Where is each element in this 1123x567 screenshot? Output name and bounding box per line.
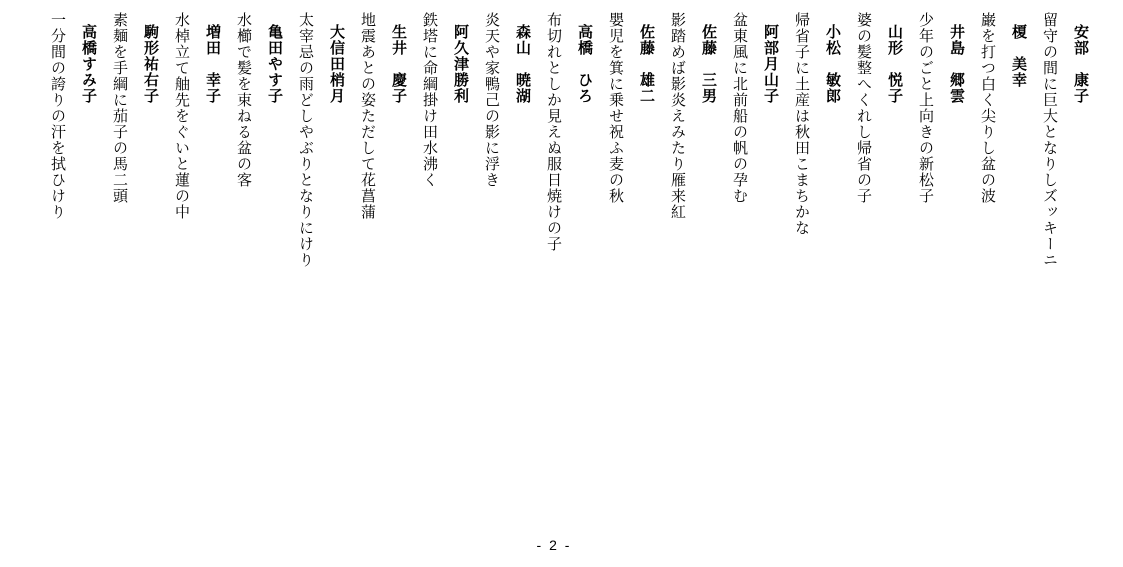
poet-name: 駒形祐右子 [142,24,160,104]
haiku-text: 炎天や家鴨己の影に浮き [483,12,501,188]
haiku-entry [110,12,161,204]
poet-name: 増田 幸子 [204,24,222,104]
haiku-entry [544,12,595,252]
poet-name: 佐藤 雄二 [638,24,656,104]
poet-name: 小松 敏郎 [824,24,842,104]
haiku-entry [916,12,967,204]
haiku-entry [854,12,905,204]
haiku-columns [40,12,1091,512]
haiku-entry [48,12,99,220]
haiku-entry [296,12,347,268]
page-number: - 2 - [536,537,572,553]
haiku-text: 素麺を手綱に茄子の馬二頭 [111,12,129,204]
haiku-entry [606,12,657,204]
haiku-text: 地震あとの姿ただして花菖蒲 [359,12,377,220]
haiku-text: 布切れとしか見えぬ服日焼けの子 [545,12,563,252]
poet-name: 佐藤 三男 [700,24,718,104]
haiku-entry [358,12,409,220]
poet-name: 高橋すみ子 [80,24,98,104]
poet-name: 榎 美幸 [1010,24,1028,88]
haiku-entry [420,12,471,188]
poet-name: 大信田梢月 [328,24,346,104]
haiku-entry [792,12,843,236]
haiku-text: 水棹立て舳先をぐいと蓮の中 [173,12,191,220]
haiku-text: 婆の髪整へくれし帰省の子 [855,12,873,204]
poet-name: 山形 悦子 [886,24,904,104]
haiku-text: 帰省子に土産は秋田こまちかな [793,12,811,236]
haiku-text: 影踏めば影炎えみたり雁来紅 [669,12,687,220]
haiku-entry [668,12,719,220]
haiku-text: 盆東風に北前船の帆の孕む [731,12,749,204]
haiku-entry [978,12,1029,204]
haiku-text: 巌を打つ白く尖りし盆の波 [979,12,997,204]
haiku-text: 一分間の誇りの汗を拭ひけり [49,12,67,220]
poet-name: 阿久津勝利 [452,24,470,104]
haiku-text: 水櫛で髪を束ねる盆の客 [235,12,253,188]
haiku-text: 嬰児を箕に乗せ祝ふ麦の秋 [607,12,625,204]
haiku-entry [172,12,223,220]
poet-name: 井島 郷雲 [948,24,966,104]
haiku-entry [1040,12,1091,268]
haiku-text: 太宰忌の雨どしやぶりとなりにけり [297,12,315,268]
poet-name: 安部 康子 [1072,24,1090,104]
poet-name: 亀田やす子 [266,24,284,104]
haiku-text: 留守の間に巨大となりしズッキーニ [1041,12,1059,268]
haiku-text: 少年のごと上向きの新松子 [917,12,935,204]
poet-name: 生井 慶子 [390,24,408,104]
poet-name: 阿部月山子 [762,24,780,104]
haiku-entry [234,12,285,188]
poet-name: 高橋 ひろ [576,24,594,104]
haiku-entry [730,12,781,204]
haiku-entry [482,12,533,188]
poet-name: 森山 暁湖 [514,24,532,104]
haiku-text: 鉄塔に命綱掛け田水沸く [421,12,439,188]
